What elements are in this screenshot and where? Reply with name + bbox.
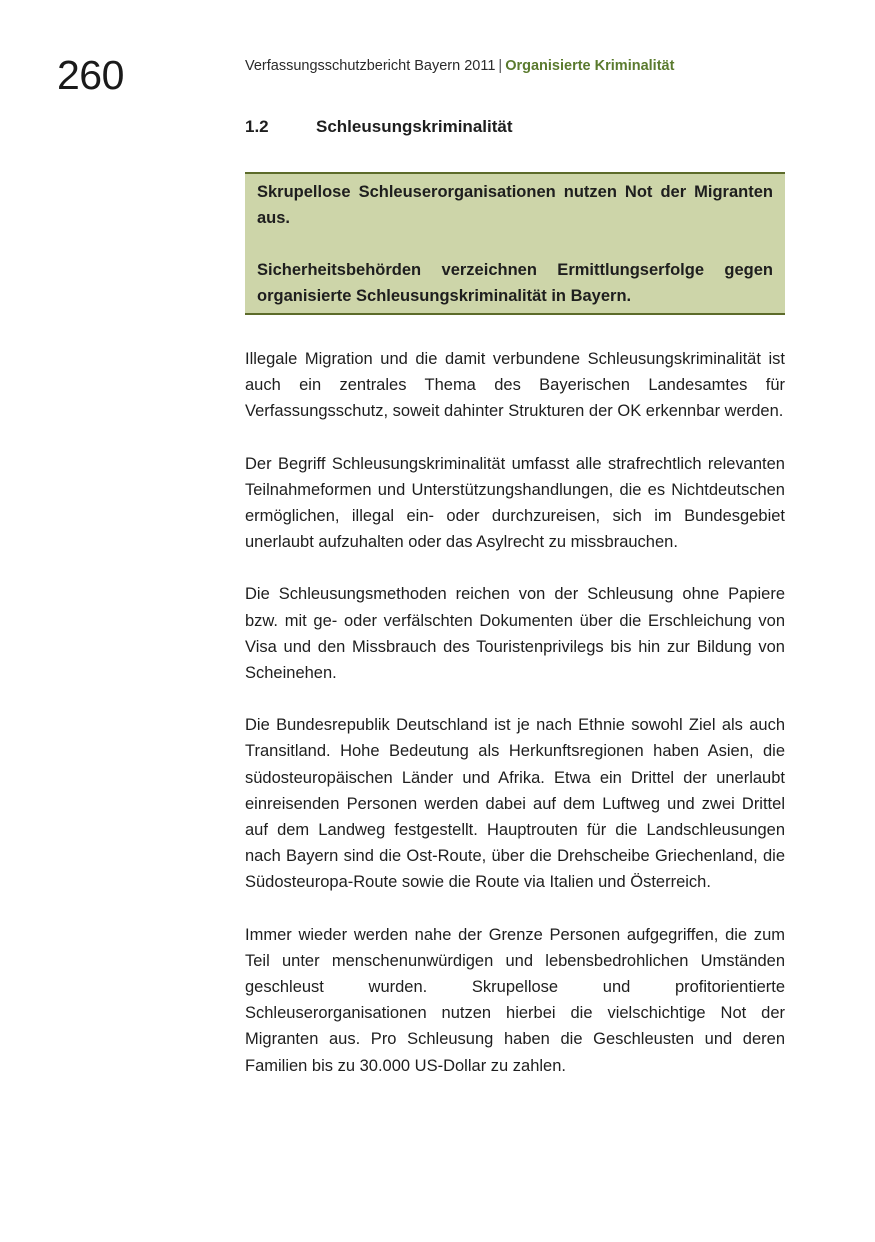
body-text — [245, 346, 785, 1105]
header-separator: | — [498, 58, 503, 74]
page-number: 260 — [57, 52, 124, 98]
running-header — [245, 57, 674, 75]
section-heading-title: Schleusungskriminalität — [316, 117, 513, 136]
section-number: 1.2 — [245, 117, 269, 136]
paragraph: Illegale Migration und die damit verbundene Schleusungskriminalität ist auch ein zentrales Thema des Bayerischen Landesamtes für Verfassungsschutz, soweit dahinter Strukturen der OK erkennbar werden. — [245, 350, 785, 421]
section-title: Organisierte Kriminalität — [505, 58, 675, 74]
paragraph: Die Bundesrepublik Deutschland ist je nach Ethnie sowohl Ziel als auch Transitland. Hohe Bedeutung als Herkunftsregionen haben Asien, die südosteuropäischen Länder und Afrika. Etwa ein Drittel der unerlaubt einreisenden Personen werden dabei auf dem Luftweg und zwei Drittel auf dem Landweg festgestellt. Hauptrouten für die Landschleusungen nach Bayern sind die Ost-Route, über die Drehscheibe Griechenland, die Südosteuropa-Route sowie die Route via Italien und Österreich. — [245, 716, 785, 892]
summary-statement: Skrupellose Schleuserorganisationen nutzen Not der Migranten aus. — [257, 183, 773, 227]
publication-title: Verfassungsschutzbericht Bayern 2011 — [245, 58, 496, 74]
summary-statement: Sicherheitsbehörden verzeichnen Ermittlungserfolge gegen organisierte Schleusungskriminalität in Bayern. — [257, 261, 773, 305]
paragraph: Der Begriff Schleusungskriminalität umfasst alle strafrechtlich relevanten Teilnahmeformen und Unterstützungshandlungen, die es Nichtdeutschen ermöglichen, illegal ein- oder durchzureisen, sich im Bundesgebiet unerlaubt aufzuhalten oder das Asylrecht zu missbrauchen. — [245, 454, 785, 552]
section-heading — [245, 116, 513, 138]
paragraph: Die Schleusungsmethoden reichen von der Schleusung ohne Papiere bzw. mit ge- oder verfälschten Dokumenten über die Erschleichung von Visa und den Missbrauch des Touristenprivilegs bis hin zur Bildung von Scheinehen. — [245, 585, 785, 683]
paragraph: Immer wieder werden nahe der Grenze Personen aufgegriffen, die zum Teil unter menschenunwürdigen und lebensbedrohlichen Umständen geschleust wurden. Skrupellose und profitorientierte Schleuserorganisationen nutzen hierbei die vielschichtige Not der Migranten aus. Pro Schleusung haben die Geschleusten und deren Familien bis zu 30.000 US-Dollar zu zahlen. — [245, 925, 785, 1075]
summary-box — [245, 172, 785, 315]
